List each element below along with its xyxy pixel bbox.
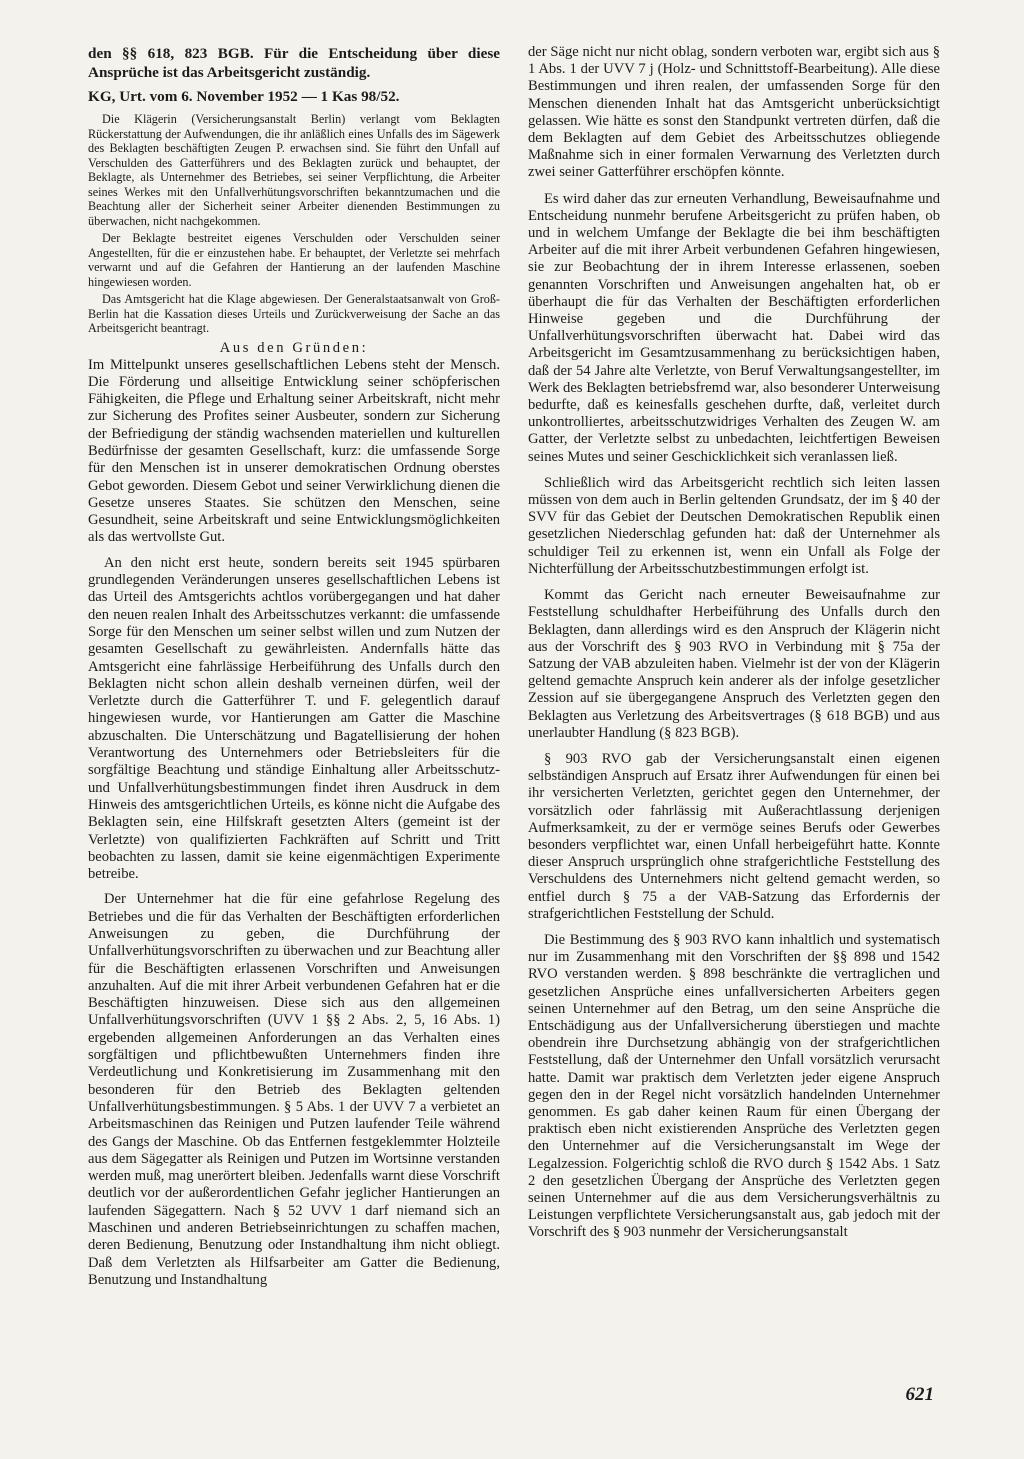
body-paragraph: § 903 RVO gab der Versicherungsanstalt einen eigenen selbständigen Anspruch auf Ersatz ihrer Aufwendungen für einen bei ihr versicherten Verletzten, gerichtet gegen den Unternehmer, der vorsätzlich oder fahrlässig mit Außerachtlassung derjenigen Aufmerksamkeit, zu der er vermöge seines Berufs oder Gewerbes besonders verpflichtet war, einen Unfall herbeigeführt hatte. Konnte dieser Anspruch ursprünglich ohne strafgerichtliche Feststellung des Verschuldens des Unternehmers nicht geltend gemacht werden, so entfiel durch § 75 a der VAB-Satzung das Erfordernis der strafgerichtlichen Feststellung der Schuld.	[528, 750, 940, 922]
body-paragraph: der Säge nicht nur nicht oblag, sondern verboten war, ergibt sich aus § 1 Abs. 1 der UVV 7 j (Holz- und Schnittstoff-Bearbeitung). Alle diese Bestimmungen und ihren realen, der umfassenden Sorge für den Menschen dienenden Inhalt hat das Amtsgericht unberücksichtigt gelassen. Wie hätte es sonst den Standpunkt vertreten dürfen, daß die dem Beklagten auf dem Gebiet des Arbeitsschutzes obliegende Maßnahme sich in einer formalen Verwarnung des Verletzten durch zwei seiner Gatterführer erschöpfen könnte.	[528, 44, 940, 181]
case-summary	[88, 112, 500, 336]
body-paragraph: Schließlich wird das Arbeitsgericht rechtlich sich leiten lassen müssen von dem auch in Berlin geltenden Grundsatz, der im § 40 der SVV für das Gebiet der Deutschen Demokratischen Republik einen gesetzlichen Niederschlag gefunden hat: daß der Unternehmer als schuldiger Teil zu erkennen ist, wenn ein Unfall als Folge der Nichterfüllung der Arbeitsschutzbestimmungen erfolgt ist.	[528, 474, 940, 577]
right-column	[528, 44, 940, 1251]
summary-paragraph: Das Amtsgericht hat die Klage abgewiesen. Der Generalstaatsanwalt von Groß-Berlin hat die Kassation dieses Urteils und Zurückverweisung der Sache an das Arbeitsgericht beantragt.	[88, 292, 500, 335]
body-paragraph: Der Unternehmer hat die für eine gefahrlose Regelung des Betriebes und die für das Verhalten der Beschäftigten erforderlichen Anweisungen zu geben, die Durchführung der Unfallverhütungsvorschriften zu überwachen und zur Beachtung aller für die Beschäftigten erlassenen Vorschriften und Anweisungen anzuhalten. Auf die mit ihrer Arbeit verbundenen Gefahren hat er die Beschäftigten hinzuweisen. Diese sich aus den allgemeinen Unfallverhütungsvorschriften (UVV 1 §§ 2 Abs. 2, 5, 16 Abs. 1) ergebenden allgemeinen Anforderungen an das Verhalten eines sorgfältigen und pflichtbewußten Unternehmers finden ihre Verdeutlichung und Konkretisierung im Zusammenhang mit den besonderen für den Betrieb des Beklagten geltenden Unfallverhütungsbestimmungen. § 5 Abs. 1 der UVV 7 a verbietet an Arbeitsmaschinen das Reinigen und Putzen laufender Teile während des Gangs der Maschine. Ob das Entfernen festgeklemmter Holzteile aus dem Sägegatter als Reinigen und Putzen im Wortsinne verstanden werden muß, mag unerörtert bleiben. Jedenfalls warnt diese Vorschrift deutlich vor der außerordentlichen Gefahr jeglicher Hantierungen an laufenden Sägegattern. Nach § 52 UVV 1 darf niemand sich an Maschinen und anderen Betriebseinrichtungen zu schaffen machen, deren Bedienung, Benutzung oder Instandhaltung ihm nicht obliegt. Daß dem Verletzten als Hilfsarbeiter am Gatter die Bedienung, Benutzung und Instandhaltung	[88, 891, 500, 1288]
body-paragraph: Die Bestimmung des § 903 RVO kann inhaltlich und systematisch nur im Zusammenhang mit den Vorschriften der §§ 898 und 1542 RVO verstanden werden. § 898 beschränkte die vertraglichen und gesetzlichen Ansprüche eines unfallversicherten Arbeiters gegen seinen Unternehmer auf den Betrag, um den seine Ansprüche die Entschädigung aus der Unfallversicherung überstiegen und machte obendrein ihre Durchsetzung abhängig von der strafgerichtlichen Feststellung, daß der Unternehmer den Unfall vorsätzlich verursacht hatte. Damit war praktisch dem Verletzten jeder eigene Anspruch gegen den in der Regel nicht vorsätzlich handelnden Unternehmer genommen. Es gab daher keinen Raum für einen Übergang der praktisch eben nicht existierenden Ansprüche des Verletzten gegen den Unternehmer auf die Versicherungsanstalt im Wege der Legalzession. Folgerichtig schloß die RVO durch § 1542 Abs. 1 Satz 2 den gesetzlichen Übergang der Ansprüche des Verletzten gegen seinen Unternehmer auf die aus dem Versicherungsverhältnis zu Leistungen verpflichtete Versicherungsanstalt aus, gab jedoch mit der Vorschrift des § 903 nunmehr der Versicherungsanstalt	[528, 931, 940, 1241]
page-number: 621	[905, 1384, 934, 1405]
case-reference: KG, Urt. vom 6. November 1952 — 1 Kas 98/52.	[88, 88, 400, 105]
body-paragraph: An den nicht erst heute, sondern bereits seit 1945 spürbaren grundlegenden Veränderungen unseres gesellschaftlichen Lebens ist das Urteil des Amtsgerichts achtlos vorübergegangen und hat daher den neuen realen Inhalt des Arbeitsschutzes verkannt: die umfassende Sorge für den Menschen um seiner selbst willen und zum Nutzen der gesamten Gesellschaft zu gewährleisten. Andernfalls hätte das Amtsgericht eine fahrlässige Herbeiführung des Unfalls durch den Beklagten nicht schon allein deshalb verneinen dürfen, weil der Verletzte durch die Gatterführer T. und F. gelegentlich darauf hingewiesen wurde, vor Hantierungen am Gatter die Maschine abzuschalten. Die Unterschätzung und Bagatellisierung der hohen Verantwortung des Unternehmers oder Betriebsleiters für die sorgfältige Beachtung und ständige Einhaltung aller Arbeitsschutz- und Unfallverhütungsbestimmungen findet ihren Ausdruck in dem Hinweis des amtsgerichtlichen Urteils, es könne nicht die Aufgabe des Beklagten sein, eine Hilfskraft gesetzten Alters (gemeint ist der Verletzte) von qualifizierten Fachkräften auf Schritt und Tritt beobachten zu lassen, damit sie keine eigenmächtigen Experimente betreibe.	[88, 554, 500, 883]
summary-paragraph: Der Beklagte bestreitet eigenes Verschulden oder Verschulden seiner Angestellten, für die er einzustehen habe. Er behauptet, der Verletzte sei mehrfach verwarnt und auf die Gefahren der Hantierung an der laufenden Maschine hingewiesen worden.	[88, 231, 500, 289]
body-paragraph: Kommt das Gericht nach erneuter Beweisaufnahme zur Feststellung schuldhafter Herbeiführung des Unfalls durch den Beklagten, dann allerdings wird es den Anspruch der Klägerin nicht aus der Vorschrift des § 903 RVO in Verbindung mit § 75a der Satzung der VAB abzuleiten haben. Vielmehr ist der von der Klägerin geltend gemachte Anspruch kein anderer als der infolge gesetzlicher Zession auf sie übergegangene Anspruch des Verletzten gegen den Beklagten aus Verletzung des Arbeitsvertrages (§ 618 BGB) und aus unerlaubter Handlung (§ 823 BGB).	[528, 587, 940, 741]
summary-paragraph: Die Klägerin (Versicherungsanstalt Berlin) verlangt vom Beklagten Rückerstattung der Aufwendungen, die ihr anläßlich eines Unfalls des im Sägewerk des Beklagten beschäftigten Zeugen P. erwachsen sind. Sie führt den Unfall auf Verschulden des Gatterführers und des Beklagten zurück und behauptet, der Beklagte, als Unternehmer des Betriebes, sei seiner Verpflichtung, die Arbeiter seines Werkes mit den Unfallverhütungsvorschriften bekanntzumachen und die Beachtung aller der Sicherheit seiner Arbeiter dienenden Bestimmungen zu überwachen, nicht nachgekommen.	[88, 112, 500, 228]
left-column	[88, 44, 500, 1297]
body-paragraph: Im Mittelpunkt unseres gesellschaftlichen Lebens steht der Mensch. Die Förderung und allseitige Entwicklung seiner schöpferischen Fähigkeiten, die Pflege und Erhaltung seiner Arbeitskraft, nicht mehr zur Sicherung des Profites seiner Ausbeuter, sondern zur Sicherung der Befriedigung der ständig wachsenden materiellen und kulturellen Bedürfnisse der gesamten Gesellschaft, kurz: die umfassende Sorge für den Menschen ist in unserer demokratischen Ordnung oberstes Gebot geworden. Diesem Gebot und seiner Verwirklichung dienen die Gesetze unseres Staates. Sie schützen den Menschen, seine Gesundheit, seine Arbeitskraft und seine Entwicklungsmöglichkeiten als das wertvollste Gut.	[88, 356, 500, 546]
body-paragraph: Es wird daher das zur erneuten Verhandlung, Beweisaufnahme und Entscheidung nunmehr berufene Arbeitsgericht zu prüfen haben, ob und in welchem Umfange der Beklagte die bei ihm beschäftigten Arbeiter auf die mit ihrer Arbeit verbundenen Gefahren hingewiesen, sie zur Beobachtung der in ihrem Interesse erlassenen, soeben genannten Vorschriften und Anweisungen angehalten hat, ob er überhaupt die für das Verhalten der Beschäftigten erforderlichen Hinweise gegeben und die Durchführung der Unfallverhütungsvorschriften überwacht hat. Dabei wird das Arbeitsgericht im Gesamtzusammenhang zu berücksichtigen haben, daß der 54 Jahre alte Verletzte, von Beruf Verwaltungsangestellter, im Werk des Beklagten betriebsfremd war, also besonderer Unterweisung bedurfte, daß es keinesfalls geschehen durfte, daß, verleitet durch unkontrolliertes, arbeitsschutzwidriges Verhalten des Zeugen W. am Gatter, der Verletzte selbst zu unbedachten, leichtfertigen Beweisen seines Mutes und seiner Geschicklichkeit sich veranlassen ließ.	[528, 190, 940, 465]
reasons-heading: Aus den Gründen:	[219, 339, 369, 356]
headnote-headline: den §§ 618, 823 BGB. Für die Entscheidung über diese Ansprüche ist das Arbeitsgericht zuständig.	[88, 45, 500, 81]
